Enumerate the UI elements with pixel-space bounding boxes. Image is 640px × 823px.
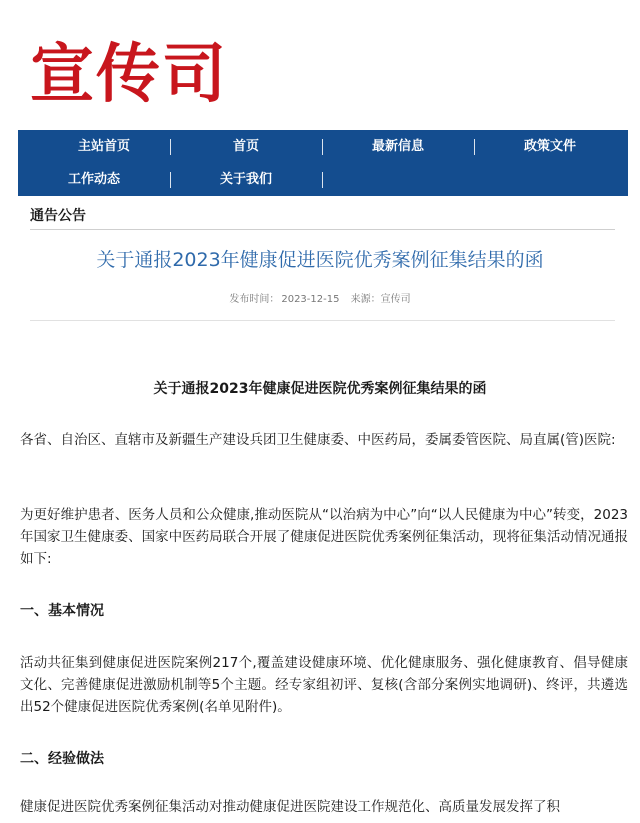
site-logo[interactable]: 宣传司 — [30, 38, 228, 112]
divider — [30, 320, 615, 321]
nav-item-policy[interactable]: 政策文件 — [523, 139, 576, 154]
nav-item-latest[interactable]: 最新信息 — [371, 139, 424, 154]
publish-label-text: 发布时间： — [229, 294, 280, 305]
source-value: 宣传司 — [380, 294, 411, 305]
nav-item-main-home[interactable]: 主站首页 — [77, 139, 130, 154]
publish-date: 2023-12-15 — [281, 294, 340, 305]
nav-separator — [322, 172, 323, 188]
section-heading[interactable]: 通告公告 — [30, 208, 86, 224]
nav-item-home[interactable]: 首页 — [232, 139, 259, 154]
section-1-paragraph: 活动共征集到健康促进医院案例217个,覆盖建设健康环境、优化健康服务、强化健康教育、倡导健康文化、完善健康促进激励机制等5个主题。经专家组初评、复核(含部分案例实地调研)、终评，共遴选出52个健康促进医院优秀案例(名单见附件)。 — [20, 655, 628, 715]
nav-item-about[interactable]: 关于我们 — [219, 172, 272, 187]
addressee-paragraph: 各省、自治区、直辖市及新疆生产建设兵团卫生健康委、中医药局，委属委管医院、局直属(管)医院: — [20, 432, 616, 448]
section-1-heading: 一、基本情况 — [20, 603, 104, 619]
section-2-heading: 二、经验做法 — [20, 751, 104, 767]
source-label — [351, 294, 411, 305]
main-nav — [18, 130, 628, 196]
divider — [30, 229, 615, 230]
article-meta — [0, 290, 640, 305]
section-2-paragraph: 健康促进医院优秀案例征集活动对推动健康促进医院建设工作规范化、高质量发展发挥了积 — [20, 799, 560, 815]
nav-item-work-news[interactable]: 工作动态 — [67, 172, 120, 187]
source-label-text: 来源： — [350, 294, 381, 305]
document-title: 关于通报2023年健康促进医院优秀案例征集结果的函 — [153, 381, 487, 397]
article-title: 关于通报2023年健康促进医院优秀案例征集结果的函 — [96, 249, 544, 271]
intro-paragraph: 为更好维护患者、医务人员和公众健康,推动医院从“以治病为中心”向“以人民健康为中心”转变，2023年国家卫生健康委、国家中医药局联合开展了健康促进医院优秀案例征集活动，现将征集活动情况通报如下: — [20, 507, 628, 567]
publish-label — [229, 294, 339, 305]
